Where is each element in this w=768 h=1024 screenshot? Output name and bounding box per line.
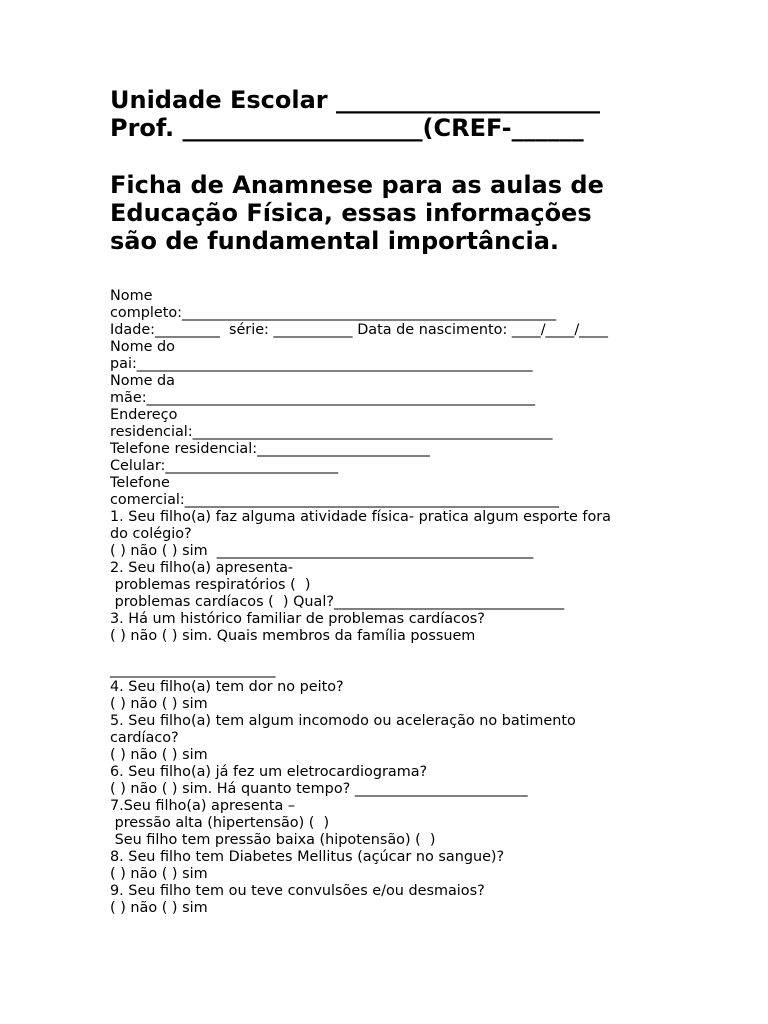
form-line: ( ) não ( ) sim ____________________________________________ xyxy=(110,543,534,559)
form-line: Celular:________________________ xyxy=(110,458,339,474)
form-line: problemas cardíacos ( ) Qual?________________________________ xyxy=(110,594,565,610)
title-line-3: são de fundamental importância. xyxy=(110,227,560,255)
form-line: Endereço xyxy=(110,407,178,423)
form-line: comercial:____________________________________________________ xyxy=(110,492,559,508)
unidade-escolar-line: Unidade Escolar ______________________ xyxy=(110,86,600,114)
form-line: ( ) não ( ) sim xyxy=(110,696,208,712)
form-line xyxy=(110,645,670,662)
form-line: 2. Seu filho(a) apresenta- xyxy=(110,560,294,576)
document-page xyxy=(110,86,670,917)
form-line: Nome xyxy=(110,288,153,304)
form-line: Nome da xyxy=(110,373,175,389)
form-line: pressão alta (hipertensão) ( ) xyxy=(110,815,330,831)
form-line: problemas respiratórios ( ) xyxy=(110,577,311,593)
form-line: ( ) não ( ) sim. Há quanto tempo? ________________________ xyxy=(110,781,528,797)
header-block xyxy=(110,86,670,142)
form-line: Seu filho tem pressão baixa (hipotensão) ( ) xyxy=(110,832,436,848)
form-line: 8. Seu filho tem Diabetes Mellitus (açúcar no sangue)? xyxy=(110,849,505,865)
form-line: 9. Seu filho tem ou teve convulsões e/ou desmaios? xyxy=(110,883,485,899)
form-line: ( ) não ( ) sim xyxy=(110,747,208,763)
form-body xyxy=(110,288,670,917)
form-line: Nome do xyxy=(110,339,175,355)
form-line: 3. Há um histórico familiar de problemas cardíacos? xyxy=(110,611,485,627)
form-line: 5. Seu filho(a) tem algum incomodo ou aceleração no batimento xyxy=(110,713,576,729)
title-line-1: Ficha de Anamnese para as aulas de xyxy=(110,171,604,199)
title-line-2: Educação Física, essas informações xyxy=(110,199,592,227)
prof-cref-line: Prof. ____________________(CREF-______ xyxy=(110,114,584,142)
form-line: Telefone xyxy=(110,475,170,491)
form-line: completo:____________________________________________________ xyxy=(110,305,557,321)
document-title xyxy=(110,171,670,255)
form-line: do colégio? xyxy=(110,526,192,542)
form-line: ( ) não ( ) sim xyxy=(110,900,208,916)
form-line: 4. Seu filho(a) tem dor no peito? xyxy=(110,679,344,695)
form-line: 7.Seu filho(a) apresenta – xyxy=(110,798,296,814)
form-line: cardíaco? xyxy=(110,730,179,746)
form-line: _______________________ xyxy=(110,662,276,678)
form-line: 6. Seu filho(a) já fez um eletrocardiograma? xyxy=(110,764,428,780)
form-line: Idade:_________ série: ___________ Data de nascimento: ____/____/____ xyxy=(110,322,608,338)
form-line: 1. Seu filho(a) faz alguma atividade física- pratica algum esporte fora xyxy=(110,509,612,525)
form-line: mãe:______________________________________________________ xyxy=(110,390,536,406)
form-line: Telefone residencial:________________________ xyxy=(110,441,430,457)
form-line: ( ) não ( ) sim. Quais membros da família possuem xyxy=(110,628,476,644)
form-line: pai:_______________________________________________________ xyxy=(110,356,533,372)
form-line: ( ) não ( ) sim xyxy=(110,866,208,882)
form-line: residencial:__________________________________________________ xyxy=(110,424,553,440)
